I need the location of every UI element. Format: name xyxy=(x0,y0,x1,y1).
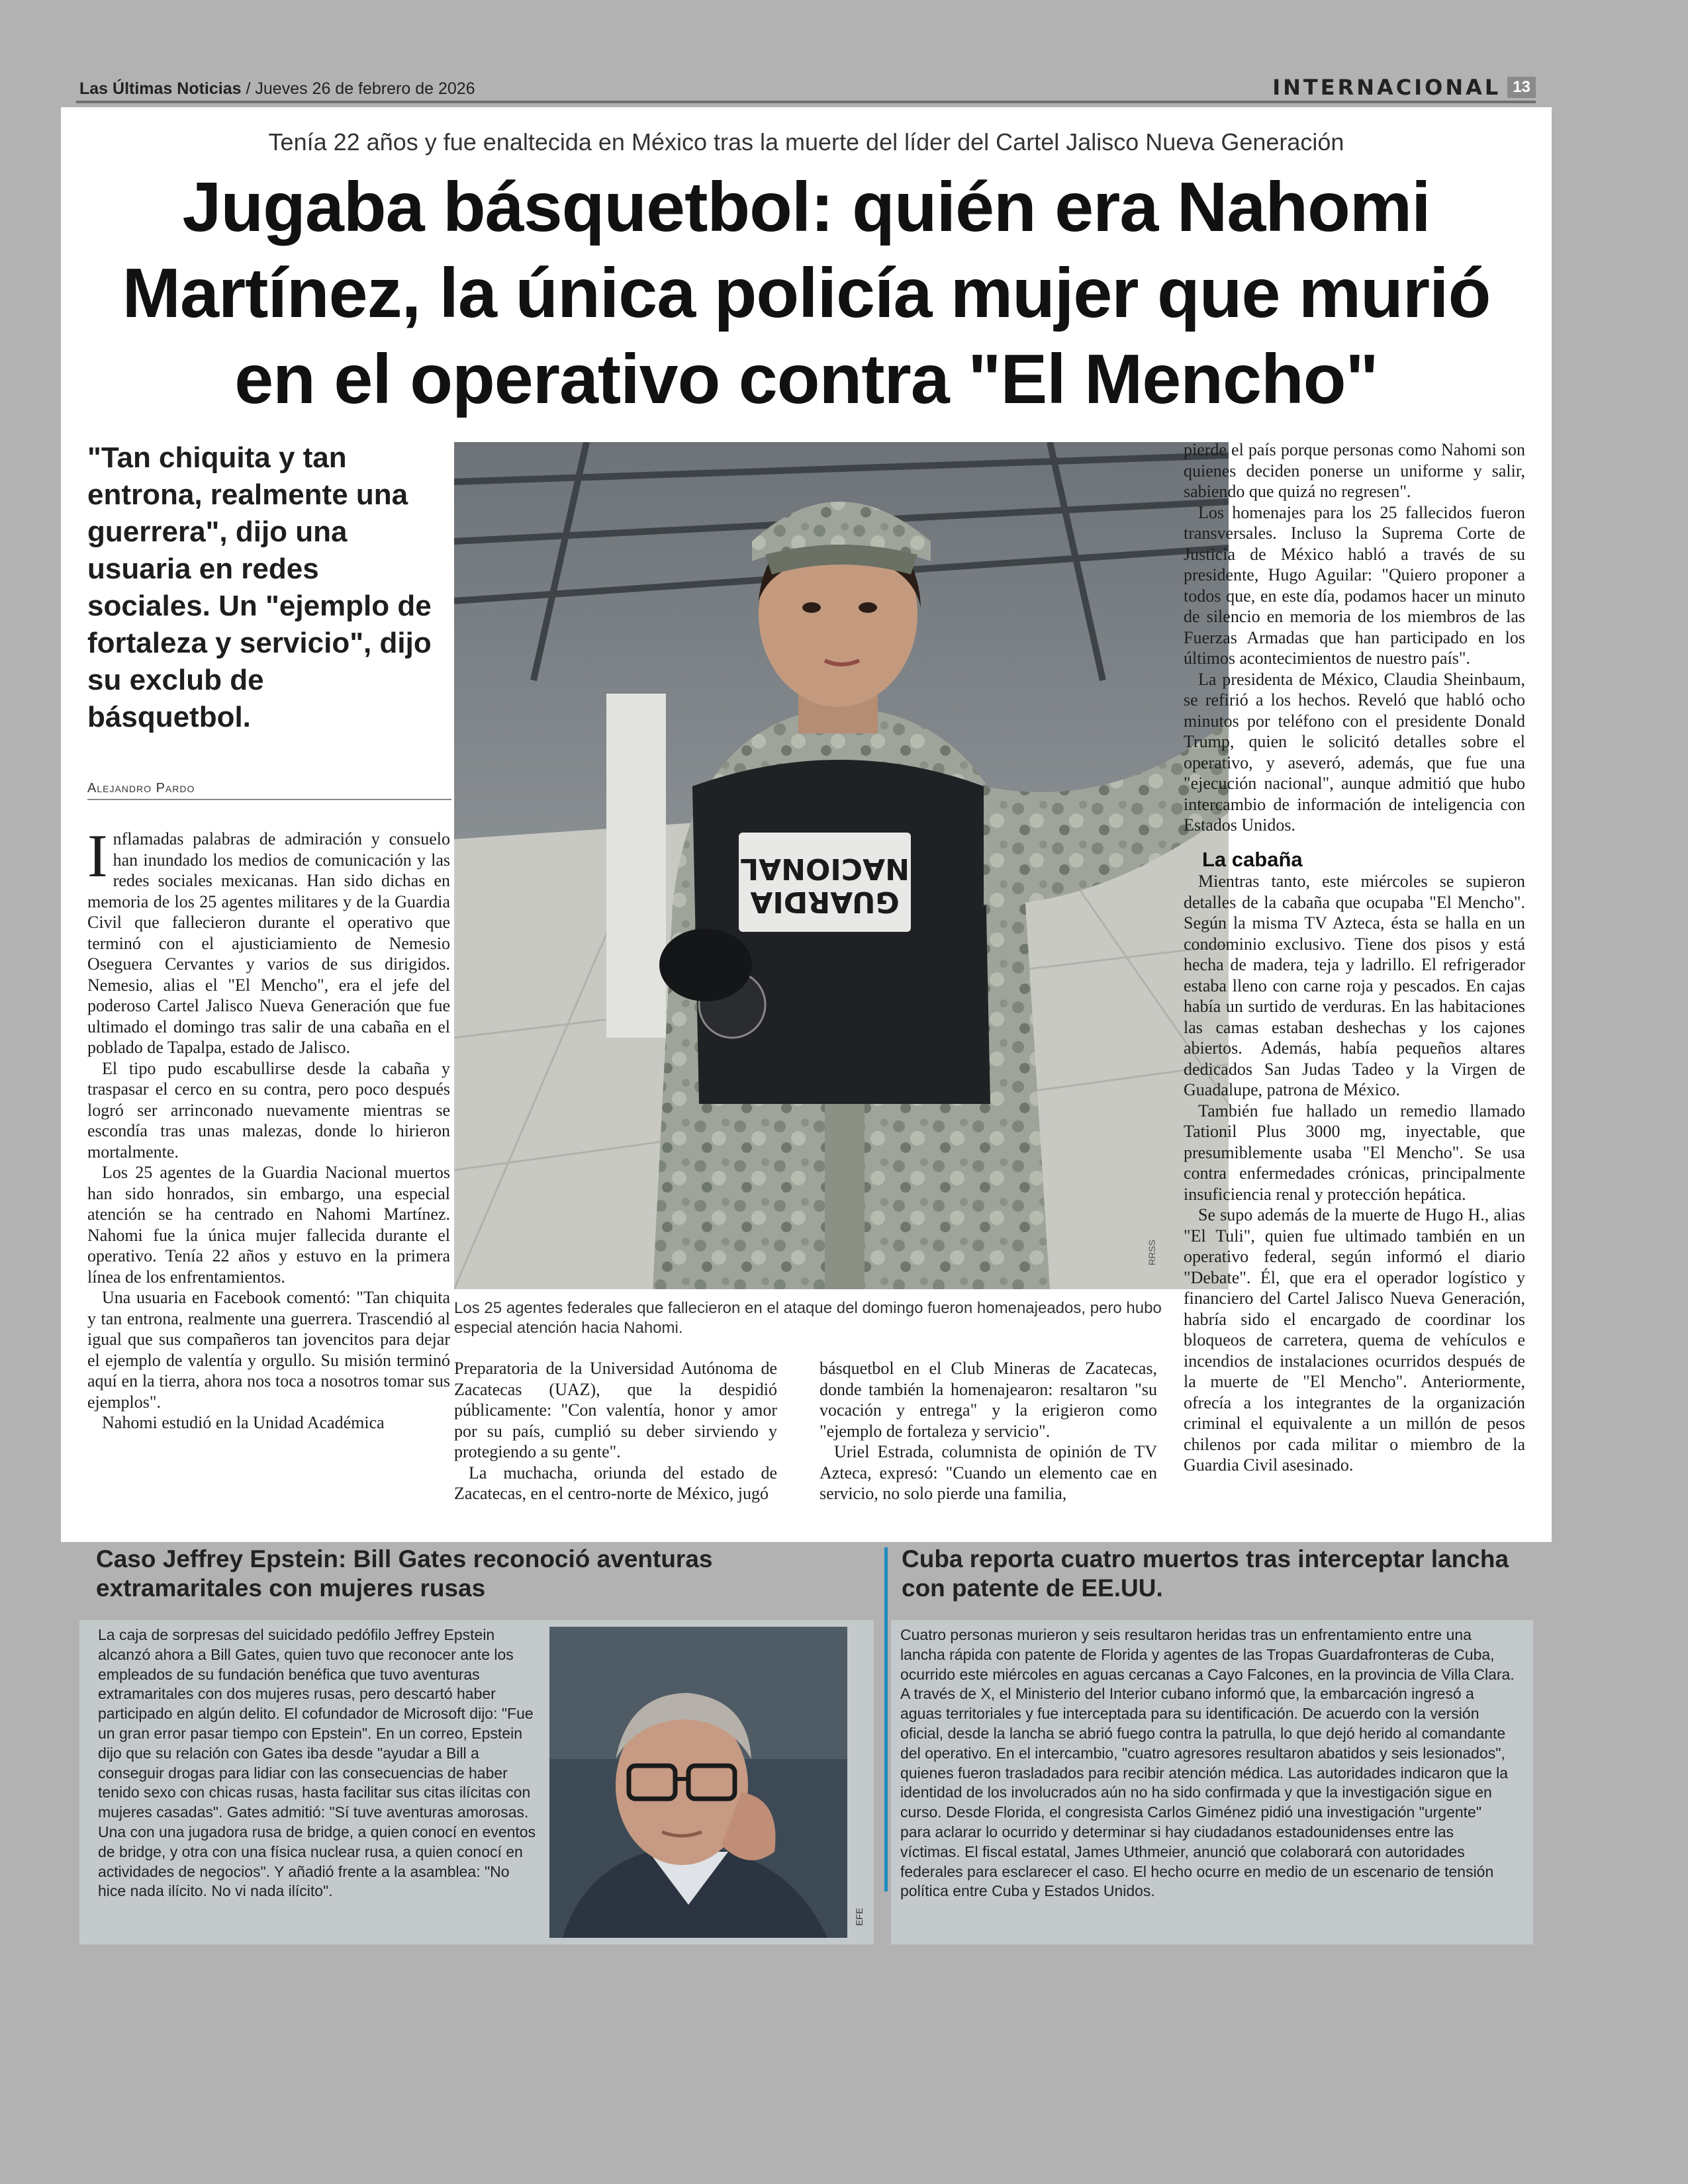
byline: Alejandro Pardo xyxy=(87,781,451,800)
paragraph: nflamadas palabras de admiración y consuelo han inundado los medios de comunicación y las redes sociales mexicanas. Han sido dichas en memoria de los 25 agentes militares y de la Guardia Civil que fallecieron durante el operativo que terminó con el ajusticiamiento de Nemesio Oseguera Cervantes y varios de sus dirigidos. Nemesio, alias el "El Mencho", era el jefe del poderoso Cartel Jalisco Nueva Generación que fue ultimado el domingo tras salir de una cabaña en el poblado de Tapalpa, estado de Jalisco. xyxy=(87,829,450,1057)
issue-date: Jueves 26 de febrero de 2026 xyxy=(255,79,475,98)
article-column-2 xyxy=(454,1358,777,1504)
paragraph: Nahomi estudió en la Unidad Académica xyxy=(102,1413,385,1432)
photo-credit: RRSS xyxy=(1147,1240,1157,1265)
pull-quote: "Tan chiquita y tan entrona, realmente una guerrera", dijo una usuaria en redes sociales. Un "ejemplo de fortaleza y servicio", dijo su exclub de básquetbol. xyxy=(87,441,432,733)
epstein-headline: Caso Jeffrey Epstein: Bill Gates reconoció aventuras extramaritales con mujeres rusas xyxy=(96,1545,713,1602)
gates-photo-credit: EFE xyxy=(854,1907,865,1926)
page-header-right xyxy=(1272,75,1536,99)
subheading: La cabaña xyxy=(1202,847,1303,871)
article-column-3 xyxy=(820,1358,1157,1504)
paragraph: La muchacha, oriunda del estado de Zacatecas, en el centro-norte de México, jugó xyxy=(454,1463,777,1503)
vest-patch-text-1: GUARDIA xyxy=(750,885,900,919)
article-kicker: Tenía 22 años y fue enaltecida en México tras la muerte del líder del Cartel Jalisco Nueva Generación xyxy=(268,128,1344,156)
article-headline: Jugaba básquetbol: quién era Nahomi Martínez, la única policía mujer que murió en el operativo contra "El Mencho" xyxy=(122,168,1491,418)
cuba-body: Cuatro personas murieron y seis resultaron heridas tras un enfrentamiento entre una lancha rápida con patente de Florida y agentes de las Tropas Guardafronteras de Cuba, ocurrido este miércoles en aguas cercanas a Cayo Falcones, en la provincia de Villa Clara. A través de X, el Ministerio del Interior cubano informó que, la embarcación ingresó a aguas territoriales y fue interceptada para su identificación. De acuerdo con la versión oficial, desde la lancha se abrió fuego contra la patrulla, lo que dejó herido al comandante del operativo. En el intercambio, "cuatro agresores resultaron abatidos y seis lesionados", quienes fueron trasladados para recibir atención médica. Las autoridades indicaron que la identidad de los involucrados aún no ha sido confirmada y que la investigación sigue en curso. Desde Florida, el congresista Carlos Giménez pidió una investigación "urgente" para aclarar lo ocurrido y determinar si hay ciudadanos estadounidenses entre las víctimas. El fiscal estatal, James Uthmeier, anunció que colaborará con autoridades federales para esclarecer el caso. El hecho ocurre en medio de un escenario de tensión política entre Cuba y Estados Unidos. xyxy=(900,1626,1515,1900)
section-name: INTERNACIONAL xyxy=(1272,75,1501,100)
paragraph: También fue hallado un remedio llamado Tationil Plus 3000 mg, inyectable, que presumiblemente usaba "El Mencho". Se usa contra enfermedades crónicas, principalmente insuficiencia renal y protección hepática. xyxy=(1184,1101,1525,1204)
article-photo xyxy=(454,442,1229,1289)
article-column-1 xyxy=(87,822,450,1433)
paragraph: Mientras tanto, este miércoles se supieron detalles de la cabaña que ocupaba "El Mencho". Según la misma TV Azteca, ésta se halla en un condominio exclusivo. Tiene dos pisos y está hecha de madera, teja y ladrillo. El refrigerador estaba lleno con carne roja y pescados. En cajas había un surtido de verduras. En las habitaciones las camas estaban deshechas y los cajones abiertos. Además, había pequeños altares dedicados San Judas Tadeo y la Virgen de Guadalupe, patrona de México. xyxy=(1184,872,1525,1099)
officer-selfie-illustration xyxy=(454,442,1229,1289)
vest-patch-text-2: NACIONAL xyxy=(740,852,910,886)
paragraph: Se supo además de la muerte de Hugo H., alias "El Tuli", quien fue ultimado también en un operativo federal, según informó el diario "Debate". Él, que era el operador logístico y financiero del Cartel Jalisco Nueva Generación, habría sido el encargado de coordinar los bloqueos de carretera, quema de vehículos e incendios de instalaciones ocurridos después de la muerte de "El Mencho". Anteriormente, ofrecía a los integrantes de la organización criminal el equivalente a un millón de pesos chilenos por cada militar o miembro de la Guardia Civil asesinado. xyxy=(1184,1205,1525,1475)
gates-portrait-illustration xyxy=(549,1627,847,1938)
paragraph: La presidenta de México, Claudia Sheinbaum, se refirió a los hechos. Reveló que habló ocho minutos por teléfono con el presidente Donald Trump, quien le solicitó detalles sobre el operativo, y aseveró, además, que fue una "ejecución nacional", aunque admitió que hubo intercambio de información de inteligencia con Estados Unidos. xyxy=(1184,669,1525,835)
page-number: 13 xyxy=(1507,77,1536,98)
header-separator: / xyxy=(246,79,251,98)
photo-caption: Los 25 agentes federales que fallecieron en el ataque del domingo fueron homenajeados, pero hubo especial atención hacia Nahomi. xyxy=(454,1299,1162,1337)
main-article xyxy=(61,107,1552,1542)
page-header-left xyxy=(79,79,475,99)
paragraph: básquetbol en el Club Mineras de Zacatecas, donde también la homenajearon: resaltaron "su vocación y entrega" y la erigieron como "ejemplo de fortaleza y servicio". xyxy=(820,1359,1157,1441)
cuba-headline: Cuba reporta cuatro muertos tras interceptar lancha con patente de EE.UU. xyxy=(902,1545,1509,1602)
paragraph: pierde el país porque personas como Nahomi son quienes deciden ponerse un uniforme y salir, sabiendo que quizá no regresen". xyxy=(1184,440,1525,501)
publication-name: Las Últimas Noticias xyxy=(79,79,242,98)
paragraph: Una usuaria en Facebook comentó: "Tan chiquita y tan entrona, realmente una guerrera. Trascendió al igual que sus compañeros tan jovencitos para dejar el ejemplo de valentía y orgullo. Su misión terminó aquí en la tierra, ahora nos toca a nosotros tomar sus ejemplos". xyxy=(87,1288,450,1412)
paragraph: Preparatoria de la Universidad Autónoma de Zacatecas (UAZ), que la despidió públicamente: "Con valentía, honor y amor por su país, cumplió su deber sirviendo y protegiendo a su gente". xyxy=(454,1359,777,1461)
drop-cap: I xyxy=(87,822,108,889)
epstein-body: La caja de sorpresas del suicidado pedófilo Jeffrey Epstein alcanzó ahora a Bill Gates, quien tuvo que reconocer ante los empleados de su fundación benéfica que tuvo aventuras extramaritales con dos mujeres rusas, pero descartó haber participado en algún delito. El cofundador de Microsoft dijo: "Fue un gran error pasar tiempo con Epstein". En un correo, Epstein dijo que su relación con Gates iba desde "ayudar a Bill a conseguir drogas para lidiar con las consecuencias de haber tenido sexo con chicas rusas, hasta facilitar sus citas ilícitas con mujeres casadas". Gates admitió: "Sí tuve aventuras amorosas. Una con una jugadora rusa de bridge, a quien conocí en eventos de bridge, y otra con una física nuclear rusa, a quien conocí en actividades de negocios". Y añadió frente a la asamblea: "No hice nada ilícito. No vi nada ilícito". xyxy=(98,1626,536,1900)
paragraph: Los 25 agentes de la Guardia Nacional muertos han sido honrados, sin embargo, una especial atención se ha centrado en Nahomi Martínez. Nahomi fue la única mujer fallecida durante el operativo. Tenía 22 años y estuvo en la primera línea de los enfrentamientos. xyxy=(87,1163,450,1287)
gates-photo xyxy=(549,1627,847,1938)
header-rule xyxy=(76,101,1536,103)
section-divider xyxy=(884,1547,888,1891)
paragraph: Uriel Estrada, columnista de opinión de TV Azteca, expresó: "Cuando un elemento cae en servicio, no solo pierde una familia, xyxy=(820,1442,1157,1503)
paragraph: Los homenajes para los 25 fallecidos fueron transversales. Incluso la Suprema Corte de Justicia de México habló a través de su presidente, Hugo Aguilar: "Quiero proponer a todos que, en este día, podamos hacer un minuto de silencio en memoria de los miembros de las Fuerzas Armadas que han participado en los últimos acontecimientos de nuestro país". xyxy=(1184,502,1525,668)
paragraph: El tipo pudo escabullirse desde la cabaña y traspasar el cerco en su contra, pero poco después logró ser arrinconado nuevamente mientras se escondía tras unas malezas, donde lo hirieron mortalmente. xyxy=(87,1058,450,1161)
article-column-4 xyxy=(1184,439,1525,1476)
